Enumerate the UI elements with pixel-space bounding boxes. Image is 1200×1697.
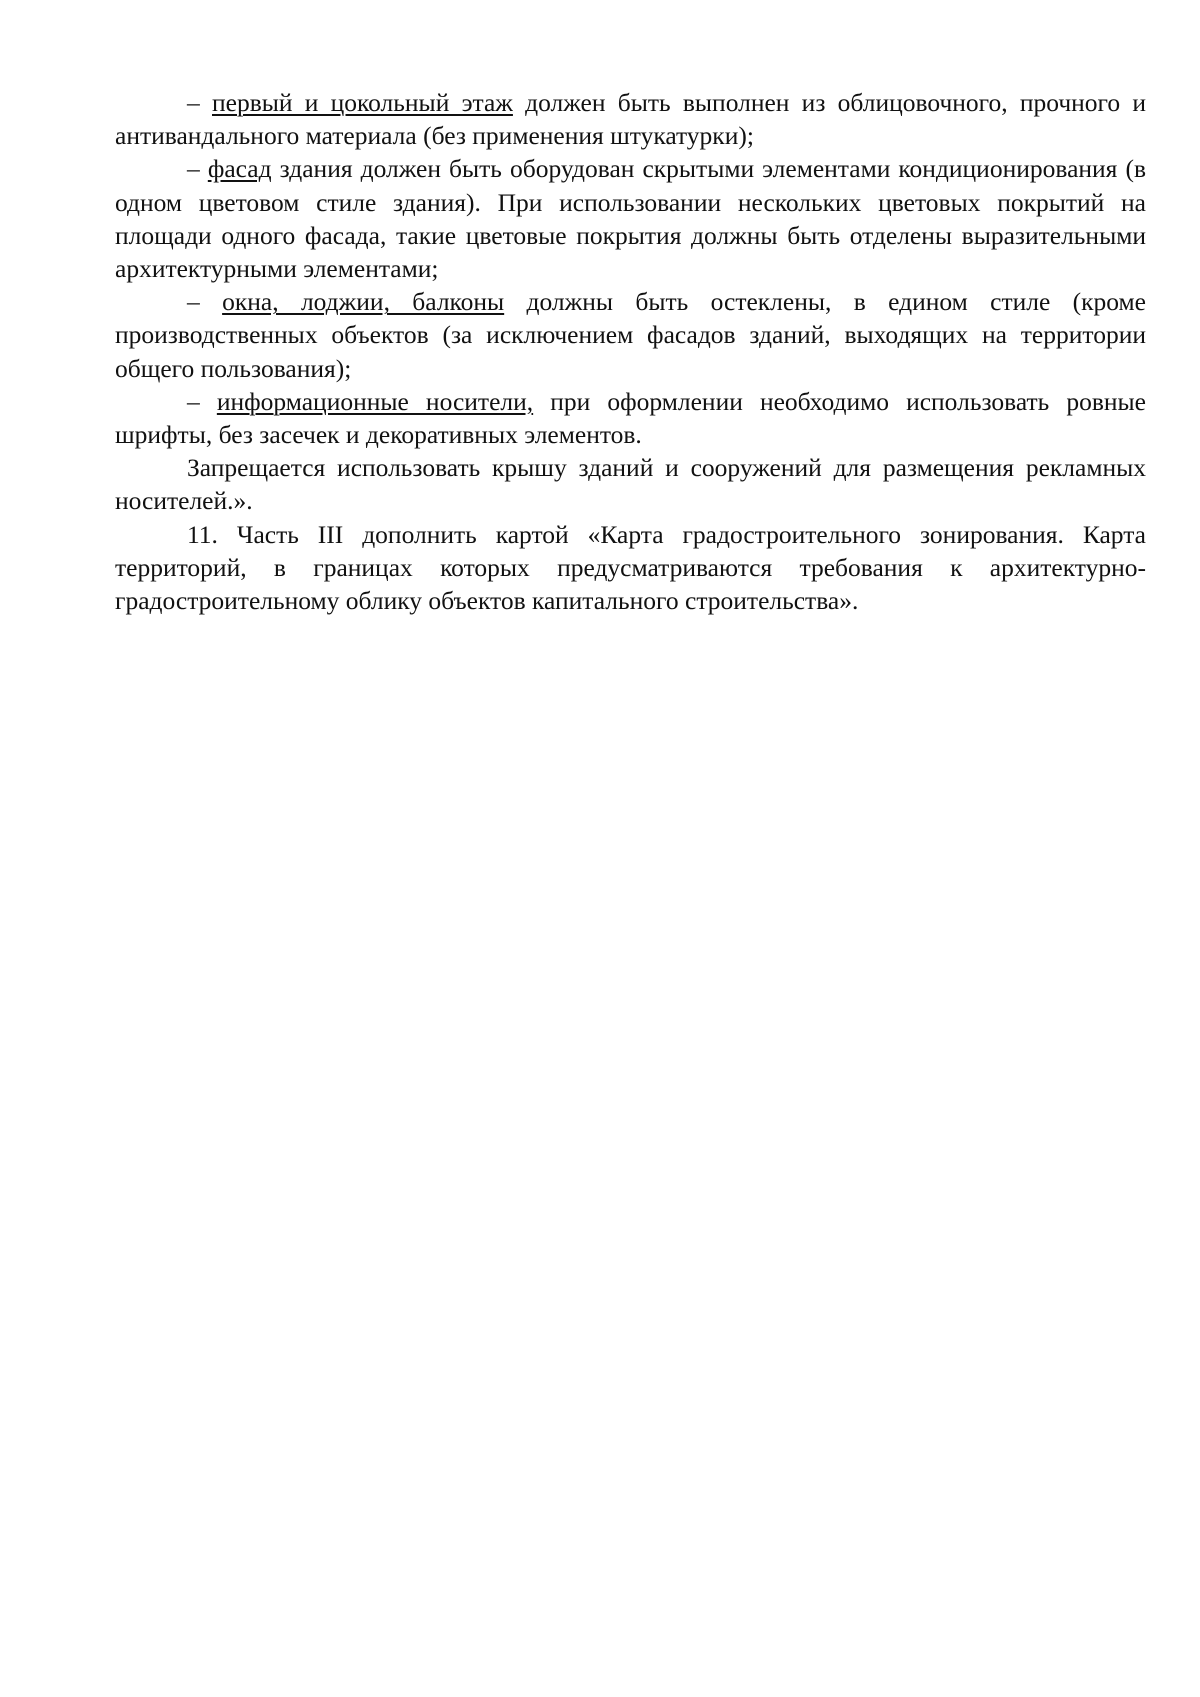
- underlined-term: фасад: [207, 154, 272, 184]
- paragraph-text: должен быть выполнен из облицовочного, прочного и антивандального материала (без применения штукатурки);: [115, 88, 1147, 151]
- paragraph-windows: [115, 285, 1146, 385]
- list-dash: –: [187, 154, 208, 184]
- list-dash: –: [187, 287, 223, 317]
- paragraph-roof-ban: Запрещается использовать крышу зданий и сооружений для размещения рекламных носителей.».: [115, 453, 1146, 516]
- document-body: [115, 86, 1146, 617]
- paragraph-text: при оформлении необходимо использовать ровные шрифты, без засечек и декоративных элементов.: [115, 386, 1146, 450]
- paragraph-facade: [115, 152, 1146, 285]
- paragraph-text: здания должен быть оборудован скрытыми элементами кондиционирования (в одном цветовом стиле здания). При использовании нескольких цветовых покрытий на площади одного фасада, такие цветовые покрытия должны быть отделены выразительными архитектурными элементами;: [115, 154, 1146, 284]
- paragraph-info-carriers: [115, 385, 1146, 451]
- underlined-term: первый и цокольный этаж: [212, 88, 513, 117]
- underlined-term: информационные носители,: [216, 386, 534, 416]
- underlined-term: окна, лоджии, балконы: [222, 287, 505, 317]
- list-dash: –: [187, 88, 212, 117]
- paragraph-ground-floor: [115, 86, 1146, 152]
- paragraph-text: должны быть остеклены, в едином стиле (кроме производственных объектов (за исключением фасадов зданий, выходящих на территории общего пользования);: [115, 287, 1146, 383]
- paragraph-item-11: 11. Часть III дополнить картой «Карта градостроительного зонирования. Карта территорий, в границах которых предусматриваются требования к архитектурно-градостроительному облику объектов капитального строительства».: [115, 519, 1146, 616]
- list-dash: –: [187, 386, 217, 416]
